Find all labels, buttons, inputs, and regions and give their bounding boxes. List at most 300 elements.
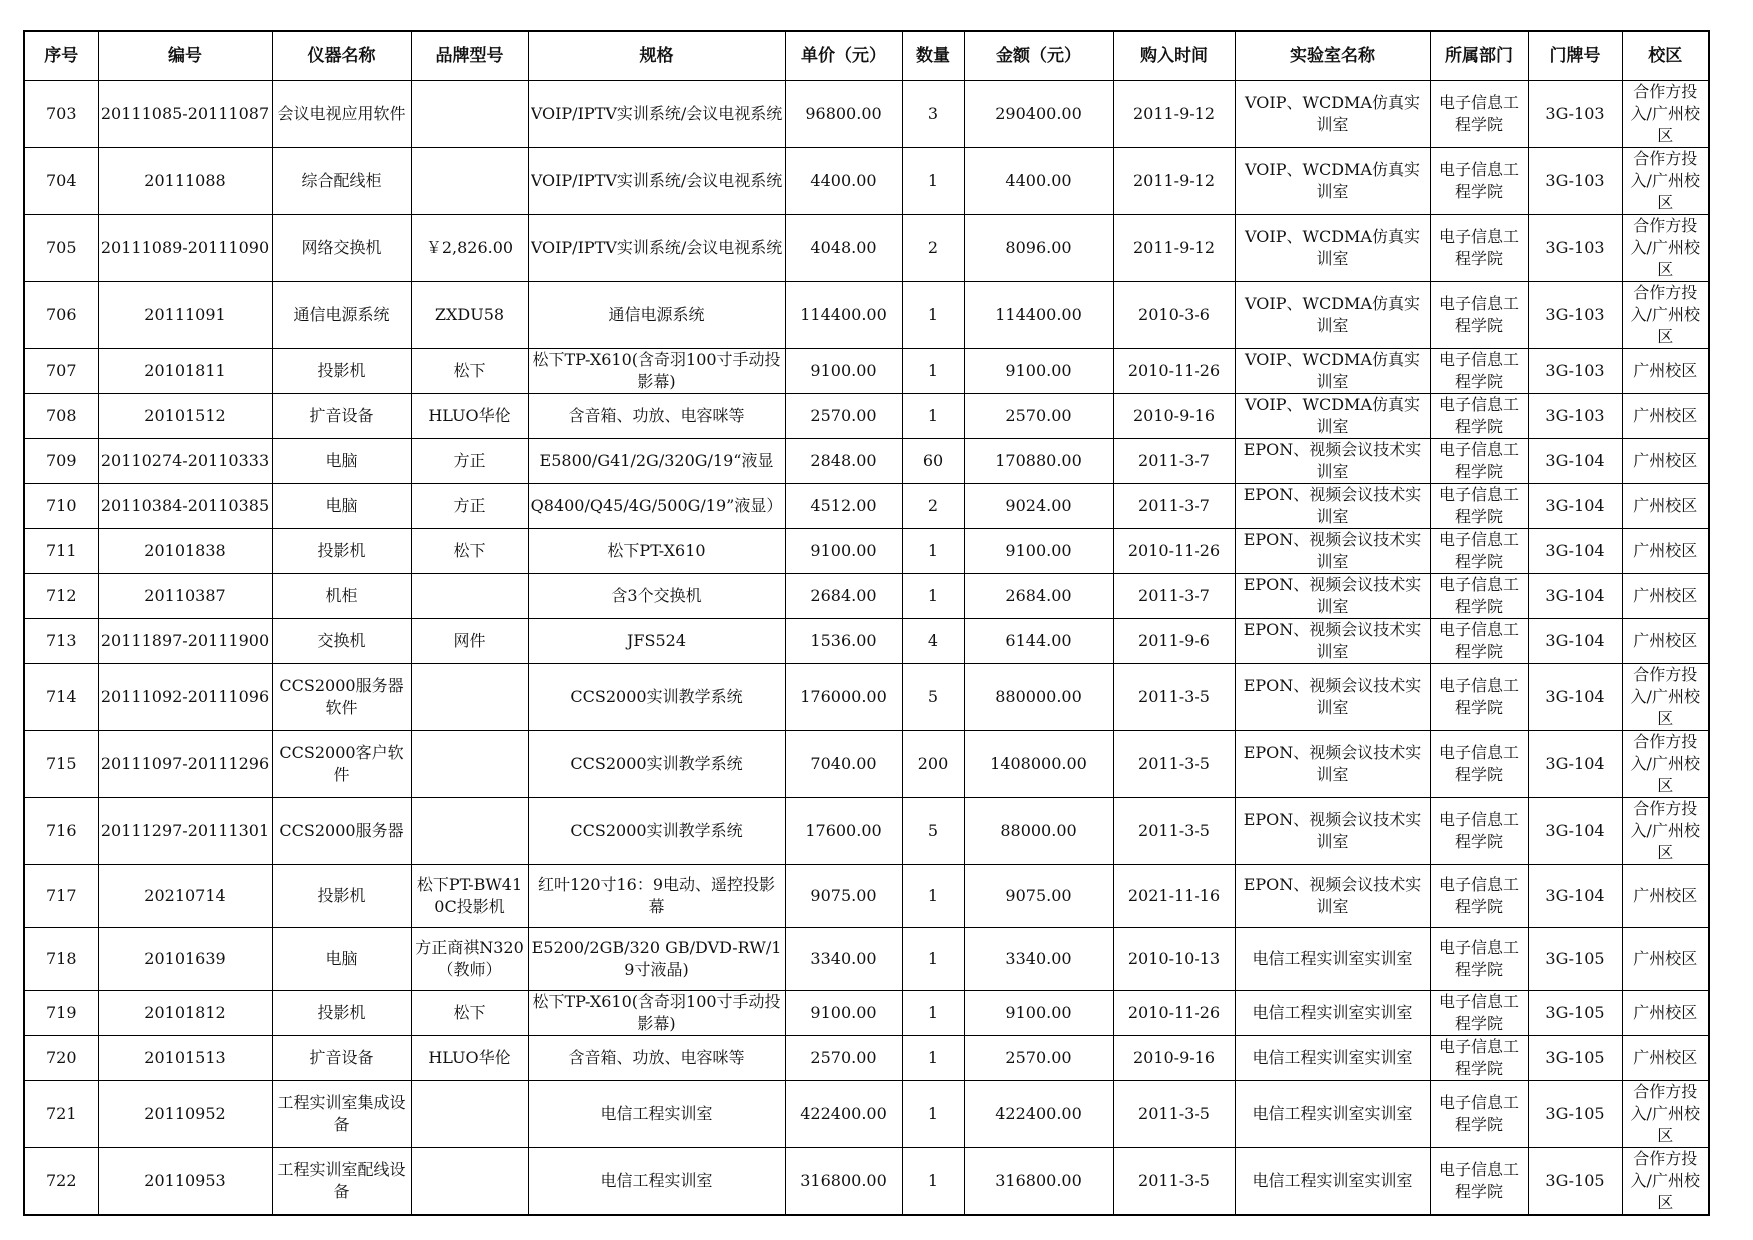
cell-text: VOIP、WCDMA仿真实训室 [1245, 350, 1420, 391]
cell-instrument-name [272, 529, 411, 574]
table-row [24, 148, 1709, 215]
cell-specification [528, 664, 785, 731]
cell-quantity [902, 1036, 964, 1081]
cell-text: 1 [927, 886, 939, 905]
cell-department [1430, 484, 1528, 529]
cell-text: 20111097-20111296 [100, 754, 270, 773]
cell-text: 广州校区 [1633, 1003, 1698, 1022]
cell-department [1430, 148, 1528, 215]
cell-amount [964, 574, 1113, 619]
cell-text: 电子信息工程学院 [1438, 93, 1519, 134]
table-row [24, 484, 1709, 529]
cell-text: 2011-9-12 [1132, 104, 1216, 123]
cell-asset-number [98, 798, 272, 865]
cell-text: EPON、视频会议技术实训室 [1243, 743, 1422, 784]
cell-purchase-date [1113, 928, 1235, 991]
cell-amount [964, 619, 1113, 664]
cell-text: 3 [927, 104, 939, 123]
cell-lab-name [1235, 928, 1430, 991]
cell-text: 703 [45, 104, 77, 123]
cell-room-number [1528, 798, 1622, 865]
cell-text: 2684.00 [810, 586, 877, 605]
cell-text: 114400.00 [995, 305, 1082, 324]
cell-campus [1622, 865, 1709, 928]
cell-text: 316800.00 [800, 1171, 887, 1190]
cell-brand-model [411, 282, 528, 349]
cell-text: 通信电源系统 [608, 305, 705, 324]
cell-campus [1622, 81, 1709, 148]
cell-text: 3G-103 [1545, 171, 1605, 190]
cell-room-number [1528, 865, 1622, 928]
cell-quantity [902, 1148, 964, 1216]
cell-text: 广州校区 [1633, 1048, 1698, 1067]
cell-quantity [902, 484, 964, 529]
cell-index [24, 81, 98, 148]
cell-text: 1 [927, 586, 939, 605]
cell-text: CCS2000服务器 [279, 821, 404, 840]
cell-text: 20111092-20111096 [100, 687, 270, 706]
cell-text: 电子信息工程学院 [1438, 294, 1519, 335]
cell-amount [964, 1148, 1113, 1216]
cell-text: 3G-104 [1545, 821, 1605, 840]
cell-unit-price [785, 731, 902, 798]
cell-purchase-date [1113, 282, 1235, 349]
cell-text: 96800.00 [805, 104, 882, 123]
cell-department [1430, 1081, 1528, 1148]
cell-lab-name [1235, 529, 1430, 574]
cell-text: 4 [927, 631, 939, 650]
cell-instrument-name [272, 1036, 411, 1081]
table-row [24, 664, 1709, 731]
cell-quantity [902, 865, 964, 928]
cell-text: 20110952 [144, 1104, 226, 1123]
equipment-table [23, 30, 1710, 1216]
cell-specification [528, 619, 785, 664]
cell-text: 广州校区 [1633, 631, 1698, 650]
cell-asset-number [98, 731, 272, 798]
cell-asset-number [98, 439, 272, 484]
cell-text: 708 [45, 406, 77, 425]
cell-room-number [1528, 731, 1622, 798]
cell-instrument-name [272, 731, 411, 798]
cell-text: 电子信息工程学院 [1438, 530, 1519, 571]
cell-unit-price [785, 928, 902, 991]
cell-text: 718 [45, 949, 77, 968]
cell-asset-number [98, 664, 272, 731]
cell-text: 20111897-20111900 [100, 631, 270, 650]
cell-text: 投影机 [317, 541, 366, 560]
cell-text: 4400.00 [1005, 171, 1072, 190]
cell-purchase-date [1113, 865, 1235, 928]
cell-text: 合作方投入/广州校区 [1630, 283, 1700, 346]
cell-specification [528, 529, 785, 574]
cell-quantity [902, 619, 964, 664]
cell-text: Q8400/Q45/4G/500G/19”液显） [530, 496, 783, 515]
cell-purchase-date [1113, 215, 1235, 282]
cell-index [24, 1036, 98, 1081]
cell-text: 电子信息工程学院 [1438, 395, 1519, 436]
cell-unit-price [785, 664, 902, 731]
cell-unit-price [785, 439, 902, 484]
cell-asset-number [98, 215, 272, 282]
cell-amount [964, 148, 1113, 215]
cell-text: CCS2000服务器软件 [279, 676, 404, 717]
cell-campus [1622, 619, 1709, 664]
cell-lab-name [1235, 1148, 1430, 1216]
cell-index [24, 865, 98, 928]
cell-room-number [1528, 1081, 1622, 1148]
cell-text: 广州校区 [1633, 451, 1698, 470]
cell-lab-name [1235, 1036, 1430, 1081]
cell-text: 3G-103 [1545, 305, 1605, 324]
cell-text: 3G-103 [1545, 406, 1605, 425]
cell-text: 3G-105 [1545, 1104, 1605, 1123]
cell-text: 2011-9-12 [1132, 238, 1216, 257]
cell-text: 2848.00 [810, 451, 877, 470]
cell-text: 20111297-20111301 [100, 821, 270, 840]
cell-text: 2011-3-7 [1138, 496, 1210, 515]
cell-text: 9100.00 [810, 1003, 877, 1022]
cell-text: 电子信息工程学院 [1438, 875, 1519, 916]
cell-brand-model [411, 439, 528, 484]
cell-text: 20111088 [144, 171, 226, 190]
cell-text: 3G-103 [1545, 238, 1605, 257]
cell-brand-model [411, 81, 528, 148]
cell-text: 200 [917, 754, 949, 773]
cell-brand-model [411, 148, 528, 215]
cell-text: 网络交换机 [301, 238, 382, 257]
cell-text: 714 [45, 687, 77, 706]
cell-text: VOIP、WCDMA仿真实训室 [1245, 160, 1420, 201]
cell-text: EPON、视频会议技术实训室 [1243, 530, 1422, 571]
cell-room-number [1528, 1036, 1622, 1081]
cell-quantity [902, 664, 964, 731]
cell-instrument-name [272, 394, 411, 439]
cell-text: 松下 [453, 361, 486, 380]
cell-amount [964, 798, 1113, 865]
cell-text: 2011-3-5 [1138, 754, 1210, 773]
cell-index [24, 282, 98, 349]
cell-text: 合作方投入/广州校区 [1630, 1082, 1700, 1145]
cell-text: 9075.00 [810, 886, 877, 905]
cell-department [1430, 865, 1528, 928]
cell-unit-price [785, 215, 902, 282]
cell-text: EPON、视频会议技术实训室 [1243, 676, 1422, 717]
cell-quantity [902, 928, 964, 991]
cell-specification [528, 991, 785, 1036]
cell-purchase-date [1113, 484, 1235, 529]
cell-unit-price [785, 282, 902, 349]
cell-text: 2011-3-5 [1138, 821, 1210, 840]
table-header [24, 31, 1709, 81]
cell-amount [964, 865, 1113, 928]
cell-room-number [1528, 215, 1622, 282]
cell-text: 方正商祺N320（教师） [415, 938, 524, 979]
cell-text: 电子信息工程学院 [1438, 1160, 1519, 1201]
cell-text: 2011-3-7 [1138, 586, 1210, 605]
cell-specification [528, 81, 785, 148]
cell-text: 176000.00 [800, 687, 887, 706]
cell-lab-name [1235, 394, 1430, 439]
cell-room-number [1528, 928, 1622, 991]
cell-brand-model [411, 349, 528, 394]
table-row [24, 619, 1709, 664]
cell-text: 7040.00 [810, 754, 877, 773]
cell-text: 会议电视应用软件 [277, 104, 406, 123]
cell-text: 投影机 [317, 1003, 366, 1022]
cell-brand-model [411, 1148, 528, 1216]
cell-text: 电子信息工程学院 [1438, 992, 1519, 1033]
cell-text: 2011-9-12 [1132, 171, 1216, 190]
cell-instrument-name [272, 1148, 411, 1216]
cell-text: 电子信息工程学院 [1438, 810, 1519, 851]
cell-unit-price [785, 619, 902, 664]
cell-text: VOIP/IPTV实训系统/会议电视系统 [530, 171, 783, 190]
cell-text: 扩音设备 [309, 1048, 374, 1067]
cell-text: 20101811 [144, 361, 226, 380]
cell-specification [528, 148, 785, 215]
cell-text: E5200/2GB/320 GB/DVD-RW/19寸液晶) [531, 938, 782, 979]
cell-purchase-date [1113, 529, 1235, 574]
cell-text: 2570.00 [1005, 406, 1072, 425]
cell-amount [964, 394, 1113, 439]
cell-specification [528, 731, 785, 798]
cell-lab-name [1235, 215, 1430, 282]
cell-text: 20111089-20111090 [100, 238, 270, 257]
cell-specification [528, 349, 785, 394]
cell-text: EPON、视频会议技术实训室 [1243, 620, 1422, 661]
cell-instrument-name [272, 798, 411, 865]
cell-amount [964, 439, 1113, 484]
cell-text: 3340.00 [1005, 949, 1072, 968]
cell-text: VOIP、WCDMA仿真实训室 [1245, 93, 1420, 134]
cell-specification [528, 928, 785, 991]
cell-text: 松下TP-X610(含奇羽100寸手动投影幕) [532, 350, 781, 391]
cell-instrument-name [272, 484, 411, 529]
cell-department [1430, 619, 1528, 664]
cell-text: VOIP/IPTV实训系统/会议电视系统 [530, 104, 783, 123]
cell-purchase-date [1113, 349, 1235, 394]
cell-text: CCS2000实训教学系统 [570, 821, 743, 840]
cell-text: 合作方投入/广州校区 [1630, 82, 1700, 145]
cell-amount [964, 1036, 1113, 1081]
cell-text: EPON、视频会议技术实训室 [1243, 810, 1422, 851]
cell-amount [964, 928, 1113, 991]
cell-text: 电子信息工程学院 [1438, 676, 1519, 717]
cell-campus [1622, 1081, 1709, 1148]
cell-text: 20101639 [144, 949, 226, 968]
cell-text: 4400.00 [810, 171, 877, 190]
cell-text: 3G-105 [1545, 1048, 1605, 1067]
cell-amount [964, 215, 1113, 282]
cell-text: EPON、视频会议技术实训室 [1243, 575, 1422, 616]
cell-quantity [902, 731, 964, 798]
cell-asset-number [98, 865, 272, 928]
cell-text: 720 [45, 1048, 77, 1067]
cell-room-number [1528, 81, 1622, 148]
cell-text: 电信工程实训室 [600, 1171, 713, 1190]
cell-campus [1622, 349, 1709, 394]
cell-unit-price [785, 1148, 902, 1216]
cell-department [1430, 439, 1528, 484]
cell-brand-model [411, 865, 528, 928]
cell-asset-number [98, 349, 272, 394]
cell-text: 合作方投入/广州校区 [1630, 732, 1700, 795]
table-row [24, 529, 1709, 574]
cell-brand-model [411, 215, 528, 282]
cell-campus [1622, 1148, 1709, 1216]
cell-text: 电信工程实训室实训室 [1252, 1104, 1413, 1123]
cell-text: 20110274-20110333 [100, 451, 270, 470]
cell-text: 1 [927, 949, 939, 968]
cell-text: 4048.00 [810, 238, 877, 257]
cell-text: 316800.00 [995, 1171, 1082, 1190]
cell-department [1430, 349, 1528, 394]
cell-text: 含音箱、功放、电容咪等 [568, 1048, 745, 1067]
cell-text: 3G-104 [1545, 754, 1605, 773]
cell-brand-model [411, 928, 528, 991]
cell-asset-number [98, 574, 272, 619]
cell-text: 1 [927, 361, 939, 380]
cell-text: 广州校区 [1633, 949, 1698, 968]
cell-instrument-name [272, 1081, 411, 1148]
cell-text: 704 [45, 171, 77, 190]
cell-text: 712 [45, 586, 77, 605]
cell-brand-model [411, 394, 528, 439]
cell-text: 706 [45, 305, 77, 324]
table-row [24, 282, 1709, 349]
cell-text: 广州校区 [1633, 541, 1698, 560]
cell-text: 工程实训室配线设备 [277, 1160, 406, 1201]
cell-index [24, 928, 98, 991]
cell-text: EPON、视频会议技术实训室 [1243, 485, 1422, 526]
cell-campus [1622, 148, 1709, 215]
cell-text: 2011-3-5 [1138, 687, 1210, 706]
cell-text: 电子信息工程学院 [1438, 620, 1519, 661]
cell-amount [964, 349, 1113, 394]
cell-text: 422400.00 [800, 1104, 887, 1123]
cell-purchase-date [1113, 1036, 1235, 1081]
cell-instrument-name [272, 282, 411, 349]
cell-text: 2011-9-6 [1138, 631, 1210, 650]
column-header-campus: 校区 [1622, 31, 1709, 81]
cell-asset-number [98, 1148, 272, 1216]
table-row [24, 1148, 1709, 1216]
cell-unit-price [785, 148, 902, 215]
cell-text: 20101513 [144, 1048, 226, 1067]
cell-department [1430, 1148, 1528, 1216]
cell-index [24, 574, 98, 619]
cell-specification [528, 282, 785, 349]
cell-brand-model [411, 991, 528, 1036]
cell-text: 3340.00 [810, 949, 877, 968]
cell-unit-price [785, 394, 902, 439]
cell-brand-model [411, 529, 528, 574]
table-row [24, 394, 1709, 439]
cell-text: 电子信息工程学院 [1438, 440, 1519, 481]
cell-lab-name [1235, 574, 1430, 619]
cell-specification [528, 1081, 785, 1148]
cell-text: 1 [927, 406, 939, 425]
cell-text: 合作方投入/广州校区 [1630, 216, 1700, 279]
cell-text: 电信工程实训室实训室 [1252, 1171, 1413, 1190]
cell-text: 松下 [453, 1003, 486, 1022]
cell-text: 广州校区 [1633, 406, 1698, 425]
cell-text: 290400.00 [995, 104, 1082, 123]
cell-text: 170880.00 [995, 451, 1082, 470]
column-header-quantity: 数量 [902, 31, 964, 81]
cell-quantity [902, 282, 964, 349]
cell-campus [1622, 574, 1709, 619]
cell-text: 9100.00 [810, 361, 877, 380]
cell-unit-price [785, 81, 902, 148]
cell-asset-number [98, 1081, 272, 1148]
cell-text: 6144.00 [1005, 631, 1072, 650]
cell-campus [1622, 1036, 1709, 1081]
cell-text: HLUO华伦 [428, 406, 511, 425]
cell-amount [964, 81, 1113, 148]
cell-department [1430, 394, 1528, 439]
cell-quantity [902, 148, 964, 215]
cell-department [1430, 282, 1528, 349]
cell-text: VOIP、WCDMA仿真实训室 [1245, 395, 1420, 436]
cell-text: 1 [927, 305, 939, 324]
cell-text: 2021-11-16 [1127, 886, 1221, 905]
cell-lab-name [1235, 619, 1430, 664]
cell-text: ￥2,826.00 [425, 238, 514, 257]
cell-text: 松下TP-X610(含奇羽100寸手动投影幕) [532, 992, 781, 1033]
cell-department [1430, 731, 1528, 798]
cell-instrument-name [272, 664, 411, 731]
cell-lab-name [1235, 484, 1430, 529]
table-row [24, 991, 1709, 1036]
column-header-unit-price: 单价（元） [785, 31, 902, 81]
cell-room-number [1528, 484, 1622, 529]
cell-unit-price [785, 1036, 902, 1081]
cell-purchase-date [1113, 394, 1235, 439]
cell-campus [1622, 484, 1709, 529]
cell-specification [528, 1036, 785, 1081]
cell-asset-number [98, 148, 272, 215]
cell-text: 9100.00 [1005, 541, 1072, 560]
cell-text: 2010-11-26 [1127, 541, 1221, 560]
cell-text: 707 [45, 361, 77, 380]
cell-amount [964, 1081, 1113, 1148]
cell-text: 710 [45, 496, 77, 515]
cell-text: 广州校区 [1633, 886, 1698, 905]
cell-text: 17600.00 [805, 821, 882, 840]
cell-text: 含音箱、功放、电容咪等 [568, 406, 745, 425]
cell-text: VOIP、WCDMA仿真实训室 [1245, 227, 1420, 268]
cell-text: 3G-105 [1545, 1171, 1605, 1190]
cell-text: 880000.00 [995, 687, 1082, 706]
cell-text: 2 [927, 496, 939, 515]
cell-campus [1622, 282, 1709, 349]
cell-text: 电子信息工程学院 [1438, 1037, 1519, 1078]
column-header-asset-number: 编号 [98, 31, 272, 81]
cell-text: 广州校区 [1633, 361, 1698, 380]
cell-text: 合作方投入/广州校区 [1630, 1149, 1700, 1212]
cell-room-number [1528, 439, 1622, 484]
cell-asset-number [98, 484, 272, 529]
column-header-lab-name: 实验室名称 [1235, 31, 1430, 81]
cell-campus [1622, 215, 1709, 282]
column-header-department: 所属部门 [1430, 31, 1528, 81]
cell-amount [964, 484, 1113, 529]
cell-text: 电子信息工程学院 [1438, 1093, 1519, 1134]
cell-text: 716 [45, 821, 77, 840]
cell-text: 717 [45, 886, 77, 905]
